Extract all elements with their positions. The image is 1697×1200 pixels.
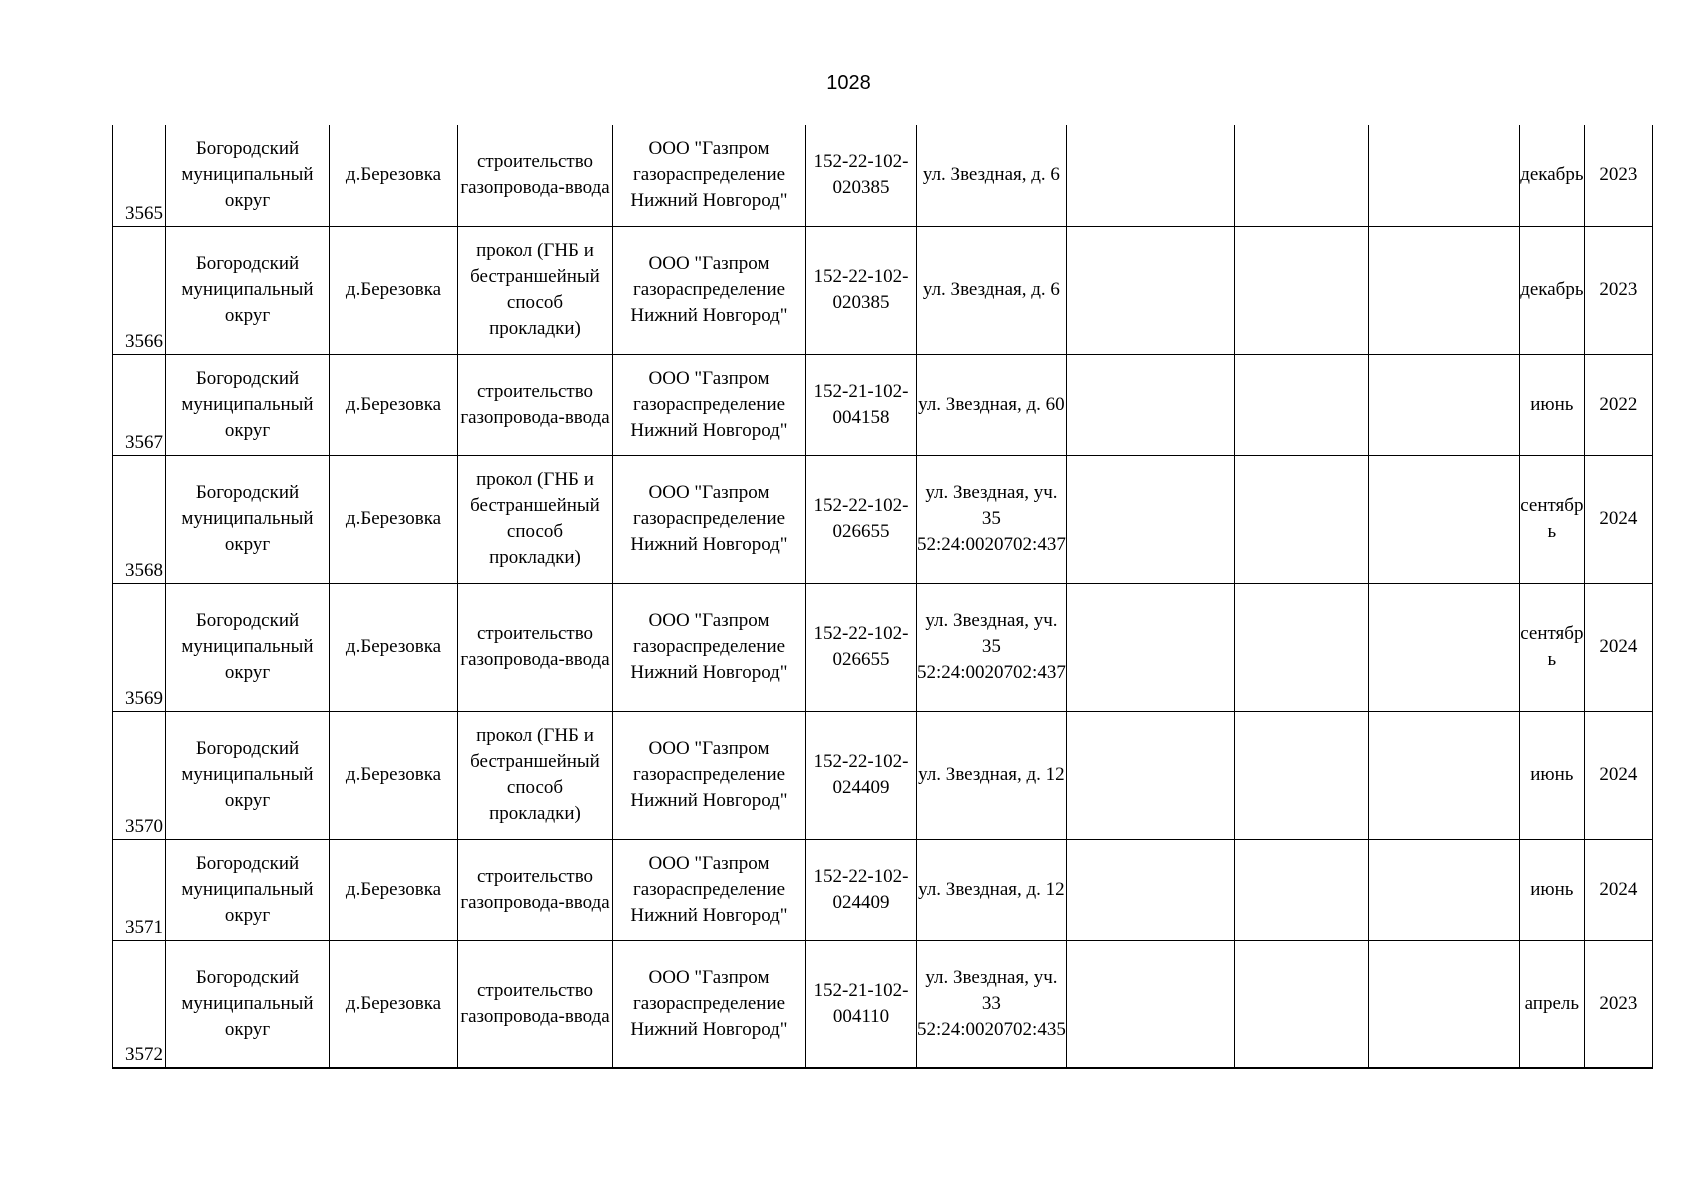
empty-cell [1234,455,1368,583]
settlement-cell: д.Березовка [330,354,458,455]
code-cell: 152-21-102-004158 [806,354,917,455]
district-cell: Богородский муниципальный округ [166,839,330,940]
empty-cell [1234,354,1368,455]
year-cell: 2023 [1584,226,1652,354]
address-cell: ул. Звездная, д. 6 [917,125,1067,226]
empty-cell [1368,226,1519,354]
registry-table [112,125,1653,1069]
district-cell: Богородский муниципальный округ [166,940,330,1068]
row-number: 3568 [113,455,166,583]
year-cell: 2022 [1584,354,1652,455]
code-cell: 152-22-102-024409 [806,839,917,940]
empty-cell [1066,226,1234,354]
year-cell: 2024 [1584,583,1652,711]
year-cell: 2024 [1584,455,1652,583]
table-row [113,583,1653,711]
district-cell: Богородский муниципальный округ [166,226,330,354]
year-cell: 2024 [1584,839,1652,940]
month-cell: июнь [1519,711,1584,839]
table-row [113,839,1653,940]
empty-cell [1066,455,1234,583]
month-cell: июнь [1519,839,1584,940]
month-cell: сентябрь [1519,583,1584,711]
table-row [113,226,1653,354]
empty-cell [1234,711,1368,839]
address-cell: ул. Звездная, д. 60 [917,354,1067,455]
empty-cell [1066,583,1234,711]
empty-cell [1234,940,1368,1068]
work-type-cell: прокол (ГНБ и бестраншейный способ прокладки) [458,711,613,839]
empty-cell [1368,711,1519,839]
row-number: 3566 [113,226,166,354]
row-number: 3572 [113,940,166,1068]
row-number: 3565 [113,125,166,226]
settlement-cell: д.Березовка [330,940,458,1068]
month-cell: декабрь [1519,226,1584,354]
address-cell: ул. Звездная, уч. 33 52:24:0020702:435 [917,940,1067,1068]
district-cell: Богородский муниципальный округ [166,583,330,711]
table-row [113,125,1653,226]
work-type-cell: строительство газопровода-ввода [458,839,613,940]
organization-cell: ООО "Газпром газораспределение Нижний Новгород" [613,711,806,839]
code-cell: 152-22-102-020385 [806,125,917,226]
work-type-cell: прокол (ГНБ и бестраншейный способ прокладки) [458,226,613,354]
work-type-cell: прокол (ГНБ и бестраншейный способ прокладки) [458,455,613,583]
work-type-cell: строительство газопровода-ввода [458,583,613,711]
row-number: 3567 [113,354,166,455]
month-cell: июнь [1519,354,1584,455]
row-number: 3570 [113,711,166,839]
year-cell: 2023 [1584,940,1652,1068]
address-cell: ул. Звездная, уч. 35 52:24:0020702:437 [917,455,1067,583]
empty-cell [1066,354,1234,455]
empty-cell [1066,711,1234,839]
row-number: 3569 [113,583,166,711]
settlement-cell: д.Березовка [330,125,458,226]
empty-cell [1368,583,1519,711]
empty-cell [1234,839,1368,940]
organization-cell: ООО "Газпром газораспределение Нижний Новгород" [613,354,806,455]
code-cell: 152-22-102-024409 [806,711,917,839]
organization-cell: ООО "Газпром газораспределение Нижний Новгород" [613,839,806,940]
code-cell: 152-22-102-026655 [806,455,917,583]
settlement-cell: д.Березовка [330,583,458,711]
code-cell: 152-22-102-020385 [806,226,917,354]
table-row [113,455,1653,583]
page-number: 1028 [826,72,871,94]
year-cell: 2024 [1584,711,1652,839]
address-cell: ул. Звездная, д. 12 [917,839,1067,940]
empty-cell [1234,583,1368,711]
settlement-cell: д.Березовка [330,455,458,583]
table-row [113,940,1653,1068]
work-type-cell: строительство газопровода-ввода [458,940,613,1068]
year-cell: 2023 [1584,125,1652,226]
empty-cell [1234,125,1368,226]
empty-cell [1368,839,1519,940]
month-cell: декабрь [1519,125,1584,226]
district-cell: Богородский муниципальный округ [166,354,330,455]
settlement-cell: д.Березовка [330,226,458,354]
table-row [113,354,1653,455]
table-row [113,711,1653,839]
settlement-cell: д.Березовка [330,839,458,940]
empty-cell [1368,125,1519,226]
empty-cell [1066,125,1234,226]
empty-cell [1066,839,1234,940]
work-type-cell: строительство газопровода-ввода [458,125,613,226]
address-cell: ул. Звездная, уч. 35 52:24:0020702:437 [917,583,1067,711]
organization-cell: ООО "Газпром газораспределение Нижний Новгород" [613,583,806,711]
work-type-cell: строительство газопровода-ввода [458,354,613,455]
organization-cell: ООО "Газпром газораспределение Нижний Новгород" [613,125,806,226]
empty-cell [1368,354,1519,455]
organization-cell: ООО "Газпром газораспределение Нижний Новгород" [613,226,806,354]
address-cell: ул. Звездная, д. 6 [917,226,1067,354]
address-cell: ул. Звездная, д. 12 [917,711,1067,839]
district-cell: Богородский муниципальный округ [166,125,330,226]
organization-cell: ООО "Газпром газораспределение Нижний Новгород" [613,455,806,583]
month-cell: сентябрь [1519,455,1584,583]
district-cell: Богородский муниципальный округ [166,455,330,583]
organization-cell: ООО "Газпром газораспределение Нижний Новгород" [613,940,806,1068]
district-cell: Богородский муниципальный округ [166,711,330,839]
month-cell: апрель [1519,940,1584,1068]
empty-cell [1066,940,1234,1068]
code-cell: 152-22-102-026655 [806,583,917,711]
code-cell: 152-21-102-004110 [806,940,917,1068]
empty-cell [1234,226,1368,354]
row-number: 3571 [113,839,166,940]
empty-cell [1368,455,1519,583]
settlement-cell: д.Березовка [330,711,458,839]
empty-cell [1368,940,1519,1068]
